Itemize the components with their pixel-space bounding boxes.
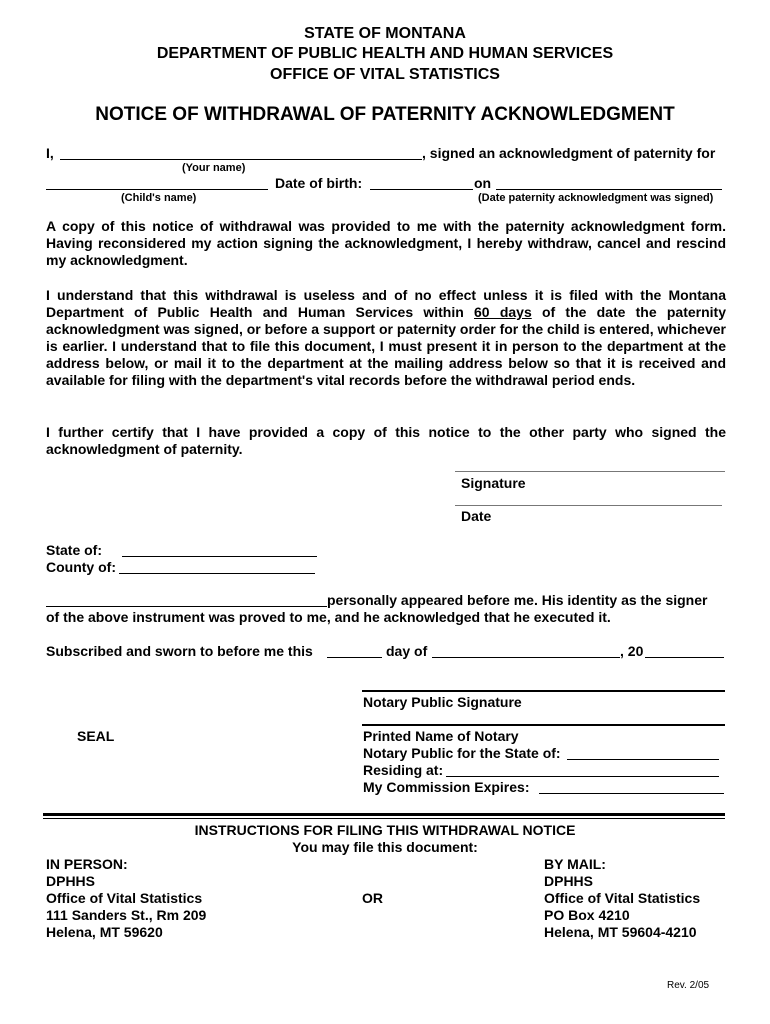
commission-label: My Commission Expires: [363, 779, 530, 795]
county-field[interactable] [119, 573, 315, 574]
p2-after: of the date the paternity acknowledgment was signed, or before a support or paternity order for the child is entered, whichever is earlier. I understand that to file this document, I must present it in person to the department at the address below, or mail it to the department at the mailing address below so that it is received and available for filing with the department's vital records before the withdrawal period ends. [46, 304, 727, 388]
notary-signature-label: Notary Public Signature [363, 694, 522, 710]
by-mail-agency: DPHHS [544, 873, 594, 889]
seal-label: SEAL [77, 728, 115, 744]
dob-field[interactable] [370, 189, 473, 190]
form-title: NOTICE OF WITHDRAWAL OF PATERNITY ACKNOWLEDGMENT [95, 104, 675, 125]
state-label: State of: [46, 542, 102, 558]
revision-label: Rev. 2/05 [667, 980, 710, 991]
paragraph-withdrawal: A copy of this notice of withdrawal was provided to me with the paternity acknowledgment form. Having reconsidered my action signing the acknowledgment, I hereby withdraw, cancel and rescind my acknowledgment. [46, 218, 726, 268]
by-mail-pobox: PO Box 4210 [544, 907, 630, 923]
divider-thick [43, 813, 725, 816]
signature-label: Signature [461, 475, 526, 491]
p2-days: 60 days [474, 304, 532, 320]
appeared-text-2: of the above instrument was proved to me, and he acknowledged that he executed it. [46, 609, 611, 625]
header-state: STATE OF MONTANA [304, 25, 466, 42]
sworn-month-field[interactable] [432, 657, 620, 658]
residing-label: Residing at: [363, 762, 444, 778]
sworn-label: Subscribed and sworn to before me this [46, 643, 313, 659]
appeared-text: personally appeared before me. His identity as the signer [327, 592, 708, 608]
header-department: DEPARTMENT OF PUBLIC HEALTH AND HUMAN SERVICES [156, 45, 614, 62]
notary-state-label: Notary Public for the State of: [363, 745, 561, 761]
by-mail-office: Office of Vital Statistics [544, 890, 701, 906]
instructions-subheading: You may file this document: [292, 839, 478, 855]
child-name-field[interactable] [46, 189, 268, 190]
instructions-heading: INSTRUCTIONS FOR FILING THIS WITHDRAWAL NOTICE [194, 822, 576, 838]
sworn-year-field[interactable] [645, 657, 724, 658]
date-signed-field[interactable] [496, 189, 722, 190]
printed-name-label: Printed Name of Notary [363, 728, 519, 744]
your-name-caption: (Your name) [182, 162, 246, 174]
paragraph-understanding [46, 287, 726, 389]
notary-signature-line[interactable] [362, 690, 725, 692]
or-label: OR [362, 890, 383, 906]
in-person-city: Helena, MT 59620 [46, 924, 163, 940]
p2-before: I understand that this withdrawal is useless and of no effect unless it is filed with the Montana Department of Public Health and Human Services within [46, 287, 726, 320]
dob-label: Date of birth: [275, 175, 363, 191]
signature-line[interactable] [455, 471, 725, 472]
in-person-street: 111 Sanders St., Rm 209 [46, 907, 207, 923]
in-person-agency: DPHHS [46, 873, 96, 889]
date-signed-caption: (Date paternity acknowledgment was signed) [478, 192, 714, 204]
day-of-label: day of [386, 643, 428, 659]
state-field[interactable] [122, 556, 317, 557]
date-label: Date [461, 508, 492, 524]
sworn-day-field[interactable] [327, 657, 382, 658]
notary-state-field[interactable] [567, 759, 719, 760]
year-prefix: , 20 [620, 643, 644, 659]
i-label: I, [46, 145, 54, 161]
child-name-caption: (Child's name) [121, 192, 197, 204]
header-office: OFFICE OF VITAL STATISTICS [270, 66, 500, 83]
your-name-field[interactable] [60, 159, 422, 160]
printed-name-line[interactable] [362, 724, 725, 726]
on-label: on [474, 175, 492, 191]
by-mail-city: Helena, MT 59604-4210 [544, 924, 697, 940]
divider-thin [43, 818, 725, 819]
signed-text: , signed an acknowledgment of paternity for [422, 145, 716, 161]
date-line[interactable] [455, 505, 722, 506]
appeared-name-field[interactable] [46, 606, 327, 607]
commission-field[interactable] [539, 793, 724, 794]
by-mail-heading: BY MAIL: [544, 856, 606, 872]
county-label: County of: [46, 559, 116, 575]
in-person-heading: IN PERSON: [46, 856, 128, 872]
paragraph-certify: I further certify that I have provided a copy of this notice to the other party who signed the acknowledgment of paternity. [46, 424, 726, 457]
residing-field[interactable] [446, 776, 719, 777]
in-person-office: Office of Vital Statistics [46, 890, 203, 906]
